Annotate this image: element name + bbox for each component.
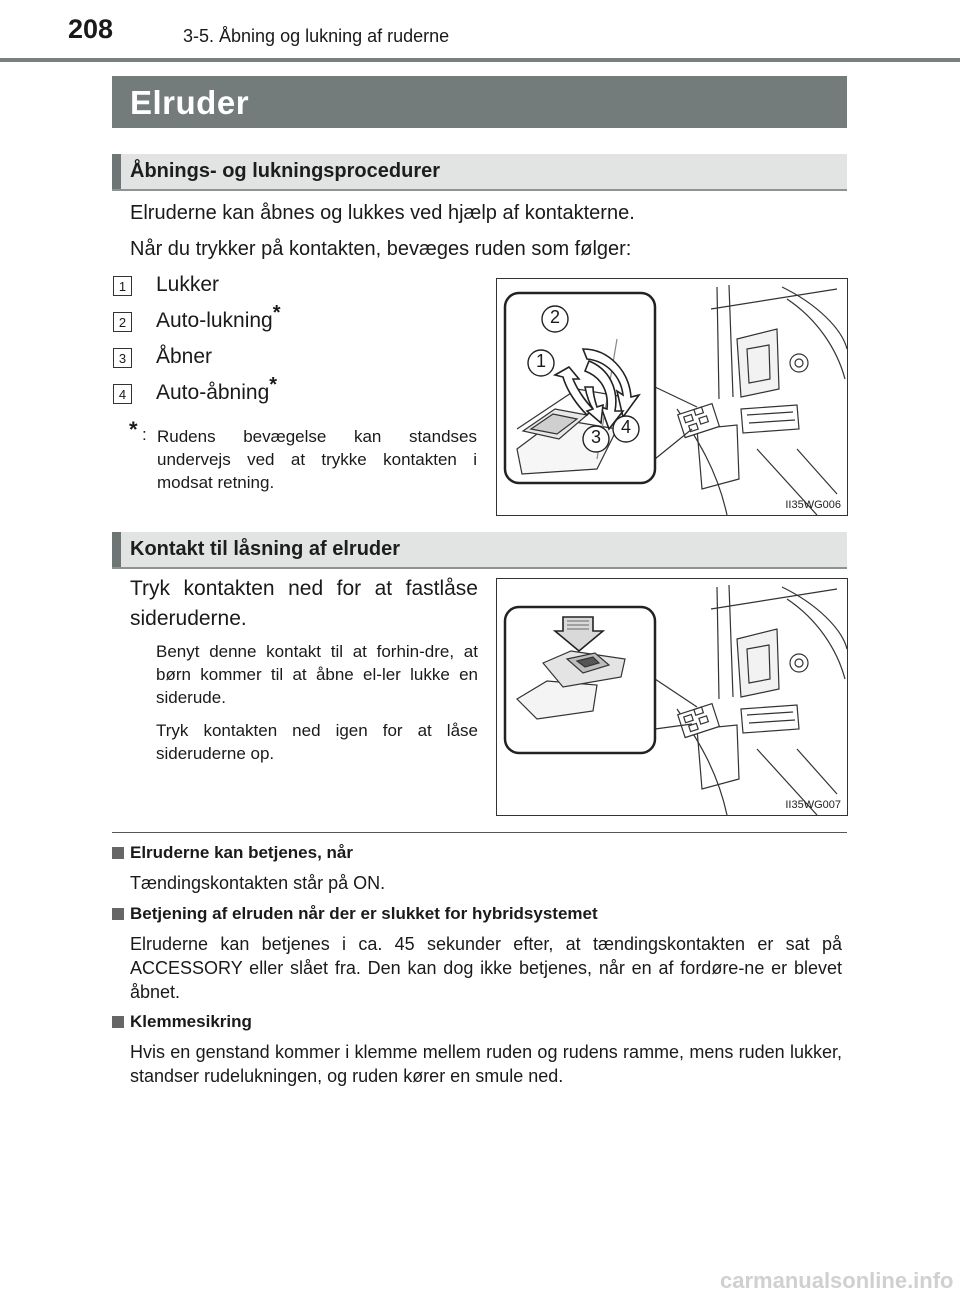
lock-switch-illustration bbox=[497, 579, 847, 815]
item-number: 1 bbox=[113, 276, 132, 296]
intro-text-1: Elruderne kan åbnes og lukkes ved hjælp af kontakterne. bbox=[130, 202, 635, 224]
lock-note-1: Benyt denne kontakt til at forhin-dre, at børn kommer til at åbne el-ler lukke en siderude. bbox=[156, 642, 478, 707]
section-heading-procedures bbox=[112, 154, 847, 191]
callout-1: 1 bbox=[535, 351, 546, 371]
bullet-square bbox=[112, 847, 124, 859]
callout-4: 4 bbox=[620, 417, 631, 437]
note-heading: Betjening af elruden når der er slukket for hybridsystemet bbox=[130, 904, 598, 923]
item-label-text: Auto-lukning bbox=[156, 309, 273, 332]
section-heading-text: Åbnings- og lukningsprocedurer bbox=[130, 160, 441, 182]
title-bar bbox=[112, 76, 847, 128]
footnote-mark: * bbox=[129, 417, 138, 442]
figure-code: II35WG007 bbox=[785, 799, 841, 811]
bullet-square bbox=[112, 1016, 124, 1028]
asterisk: * bbox=[272, 302, 281, 324]
callout-3: 3 bbox=[590, 427, 601, 447]
footnote-text: Rudens bevægelse kan standses undervejs ved at trykke kontakten i modsat retning. bbox=[157, 427, 477, 492]
note-heading: Elruderne kan betjenes, når bbox=[130, 843, 353, 862]
item-number: 2 bbox=[113, 312, 132, 332]
page-number: 208 bbox=[68, 14, 114, 44]
lock-note-2: Tryk kontakten ned igen for at låse sideruderne op. bbox=[156, 721, 478, 763]
item-number: 4 bbox=[113, 384, 132, 404]
page-title: Elruder bbox=[130, 84, 250, 121]
note-text: Hvis en genstand kommer i klemme mellem ruden og rudens ramme, mens ruden lukker, standser rudelukningen, og ruden kører en smule ned. bbox=[130, 1042, 842, 1086]
intro-text-2: Når du trykker på kontakten, bevæges ruden som følger: bbox=[130, 238, 632, 260]
divider bbox=[112, 832, 847, 833]
lock-text: Tryk kontakten ned for at fastlåse sideruderne. bbox=[130, 577, 478, 630]
item-label bbox=[156, 345, 212, 369]
figure-code: II35WG006 bbox=[785, 499, 841, 511]
footnote-colon: : bbox=[142, 425, 147, 444]
item-number: 3 bbox=[113, 348, 132, 368]
chapter-title: 3-5. Åbning og lukning af ruderne bbox=[183, 26, 450, 46]
section-heading-text: Kontakt til låsning af elruder bbox=[130, 538, 401, 560]
item-label bbox=[156, 302, 281, 333]
header-rule bbox=[0, 58, 960, 62]
item-label-text: Lukker bbox=[156, 273, 220, 296]
figure-lock-switch bbox=[496, 578, 848, 816]
item-label bbox=[156, 374, 278, 405]
bullet-square bbox=[112, 908, 124, 920]
item-label-text: Auto-åbning bbox=[156, 381, 270, 404]
watermark: carmanualsonline.info bbox=[720, 1268, 954, 1293]
section-accent bbox=[112, 532, 121, 567]
asterisk: * bbox=[269, 374, 278, 396]
section-heading-lock bbox=[112, 532, 847, 569]
note-text: Tændingskontakten står på ON. bbox=[130, 873, 386, 893]
section-accent bbox=[112, 154, 121, 189]
note-text: Elruderne kan betjenes i ca. 45 sekunder efter, at tændingskontakten er sat på ACCESSORY eller slået fra. Den kan dog ikke betjenes, når en af fordøre-ne er blevet åbnet. bbox=[130, 934, 842, 1002]
item-label bbox=[156, 273, 219, 297]
figure-window-switch bbox=[496, 278, 848, 516]
note-heading: Klemmesikring bbox=[130, 1012, 252, 1031]
callout-2: 2 bbox=[549, 307, 560, 327]
item-label-text: Åbner bbox=[156, 345, 213, 368]
